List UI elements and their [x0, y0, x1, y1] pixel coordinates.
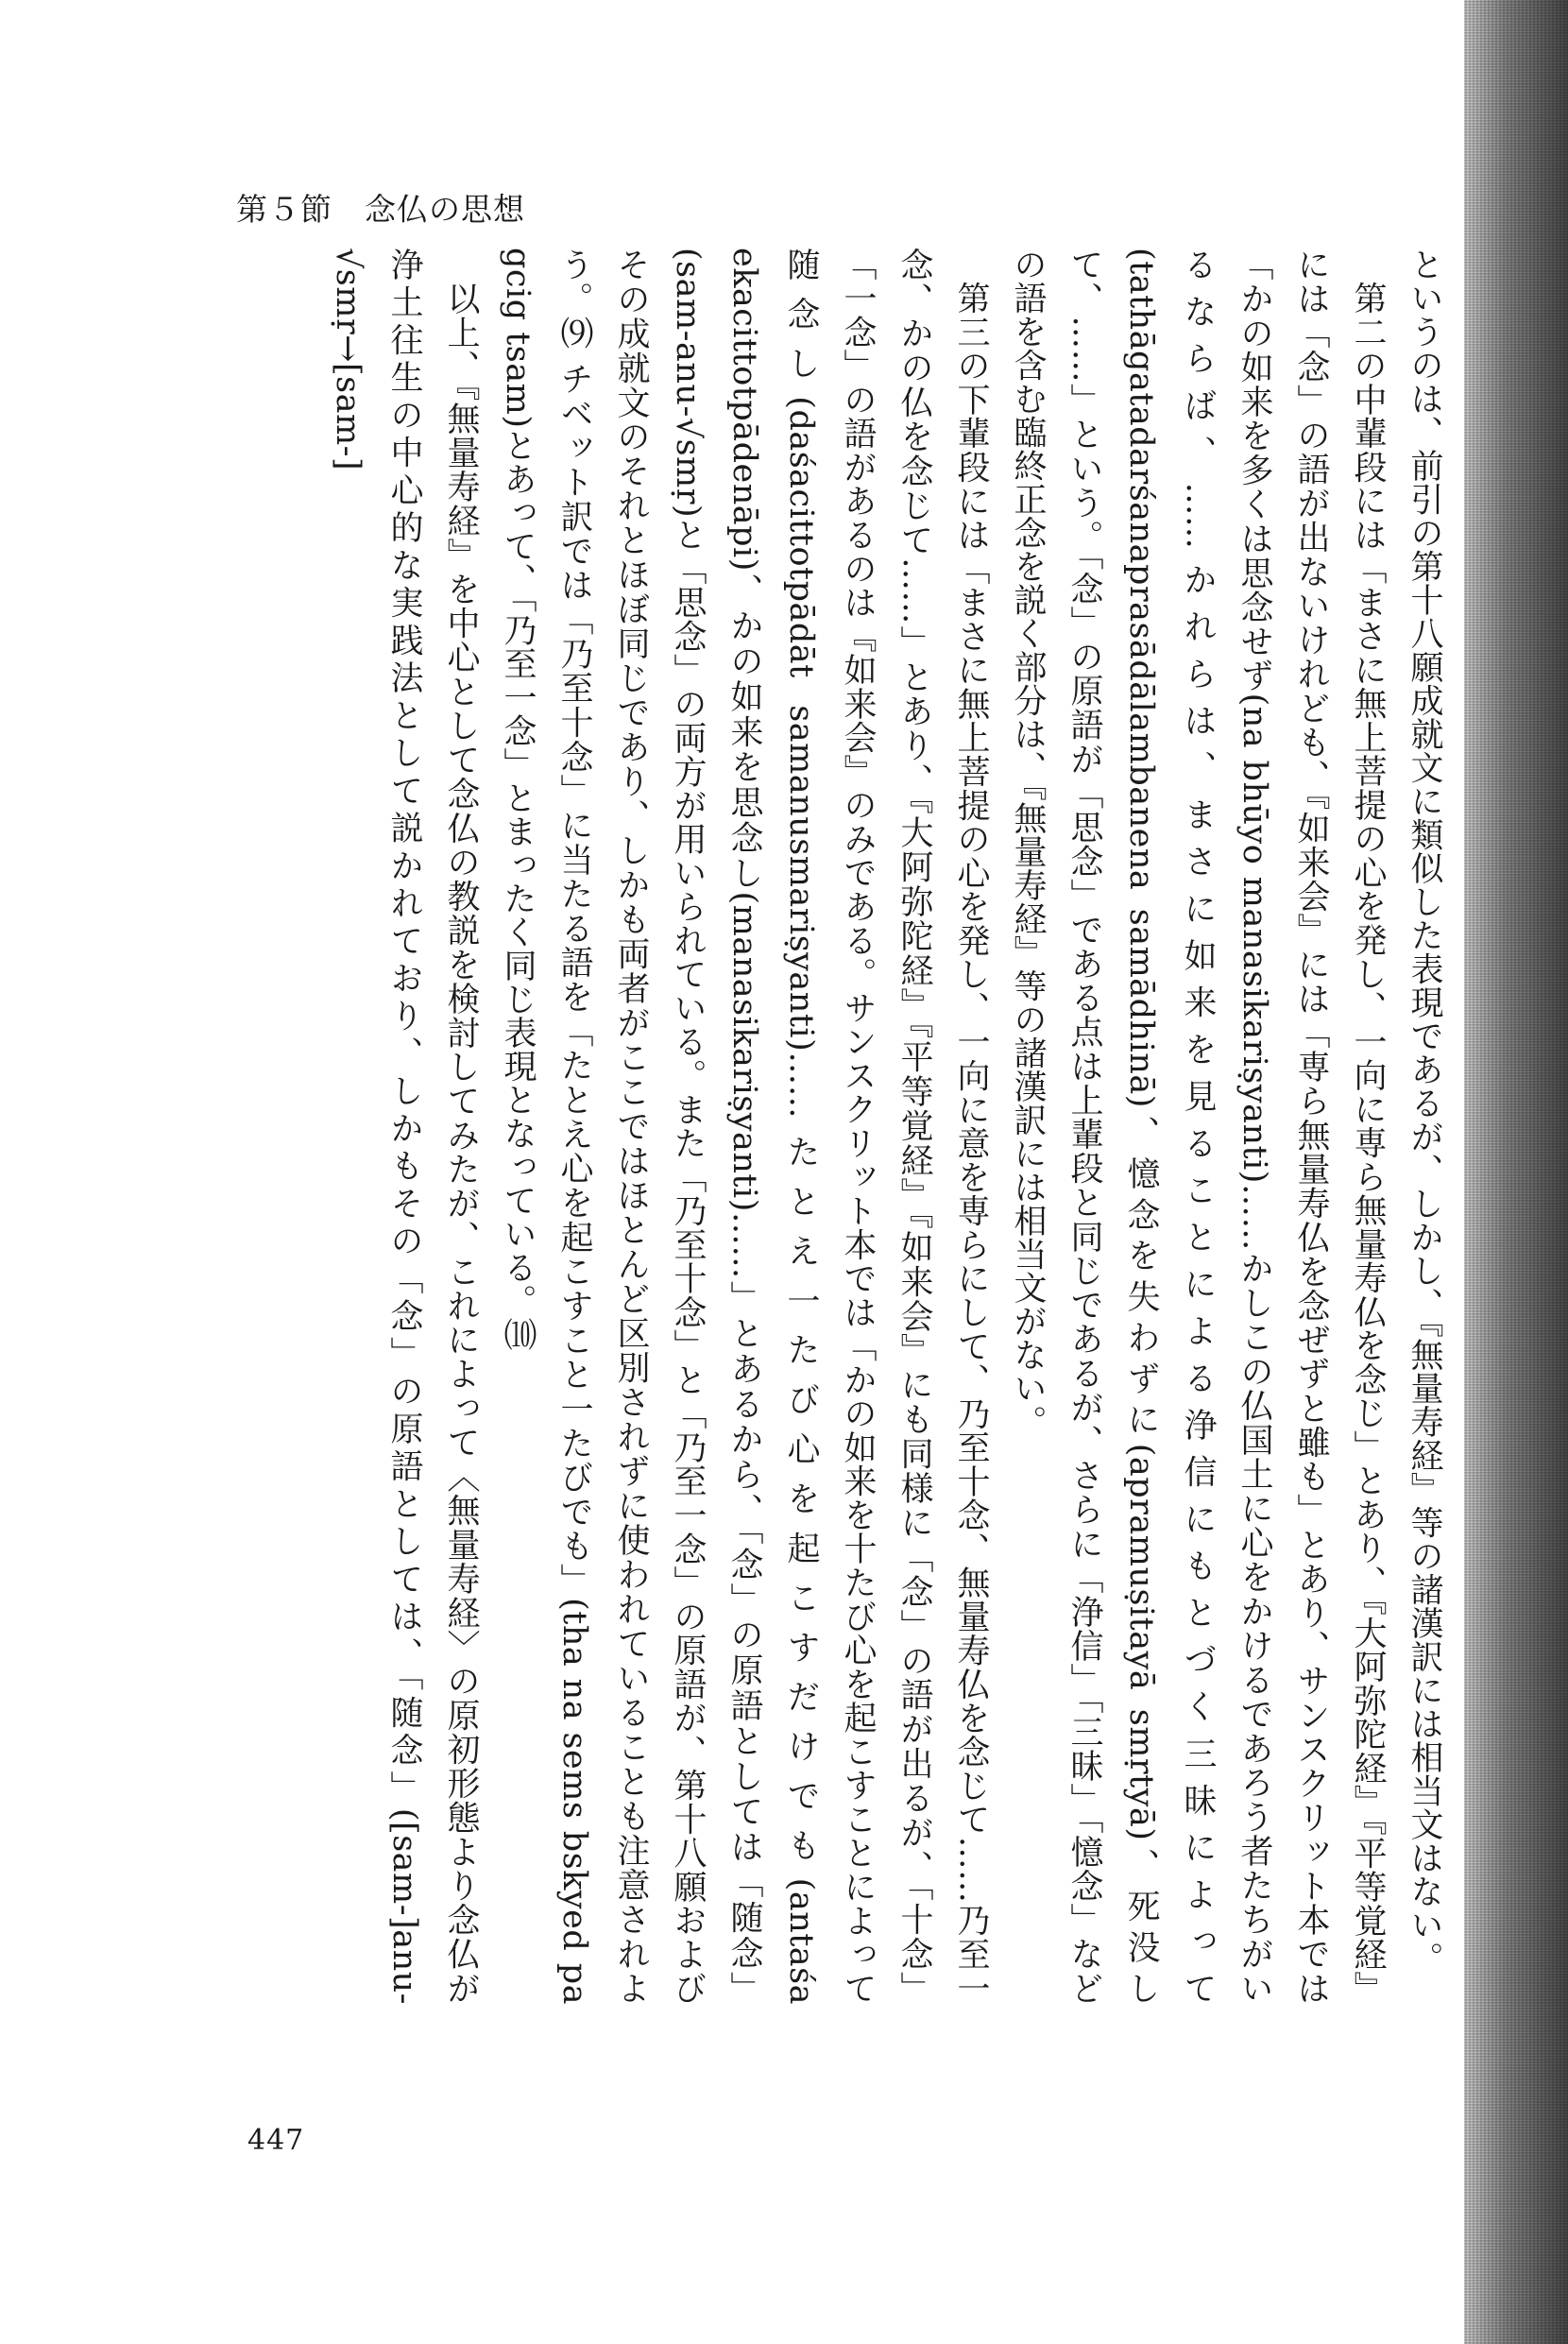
page-number: 447: [247, 2124, 305, 2157]
scan-shadow-edge: [1464, 0, 1568, 2344]
running-header: 第５節 念仏の思想: [236, 191, 525, 228]
paragraph-3: 第三の下輩段には「まさに無上菩提の心を発し、一向に意を専らにして、乃至十念、無量寿仏を念じて……乃至一念、かの仏を念じて……」とあり、『大阿弥陀経』『平等覚経』『如来会』にも同様に「念」の語が出るが、「十念」「一念」の語があるのは『如来会』のみである。サンスクリット本では「かの如来を十たび心を起こすことによって随念し(daśacittotpādāt samanusmariṣyanti)……たとえ一たび心を起こすだけでも(antaśa ekacittotpādenāpi)、かの如来を思念し(manasikariṣyanti)……」とあるから、「念」の原語としては「随念」(sam-anu-√smṛ)と「思念」の両方が用いられている。また「乃至十念」と「乃至一念」の原語が、第十八願およびその成就文のそれとほぼ同じであり、しかも両者がここではほとんど区別されずに使われていることも注意されよう。⑼ チベット訳では「乃至十念」に当たる語を「たとえ心を起こすこと一たびでも」(tha na sems bskyed pa gcig tsam)とあって、「乃至一念」とまったく同じ表現となっている。⑽: [499, 248, 990, 2006]
vertical-text-block: [187, 248, 1453, 2005]
paragraph-2: 第二の中輩段には「まさに無上菩提の心を発し、一向に専ら無量寿仏を念じ」とあり、『大阿弥陀経』『平等覚経』には「念」の語が出ないけれども、『如来会』には「専ら無量寿仏を念ぜずと雖も」とあり、サンスクリット本では「かの如来を多くは思念せず(na bhūyo manasikariṣyanti)……かしこの仏国土に心をかけるであろう者たちがいるならば、……かれらは、まさに如来を見ることによる浄信にもとづく三昧によって(tathāgatadarśanaprasādālambanena samādhinā)、憶念を失わずに(apramuṣitayā smṛtyā)、死没して、……」という。「念」の原語が「思念」である点は上輩段と同じであるが、さらに「浄信」「三昧」「憶念」などの語を含む臨終正念を説く部分は、『無量寿経』等の諸漢訳には相当文がない。: [1009, 248, 1387, 2006]
paragraph-1: というのは、前引の第十八願成就文に類似した表現であるが、しかし、『無量寿経』等の諸漢訳には相当文はない。: [1406, 248, 1443, 1976]
paragraph-4: 以上、『無量寿経』を中心として念仏の教説を検討してみたが、これによって〈無量寿経〉の原初形態より念仏が浄土往生の中心的な実践法として説かれており、しかもその「念」の原語としては、「随念」([sam-]anu-√smṛ→[sam-]: [329, 248, 480, 2005]
